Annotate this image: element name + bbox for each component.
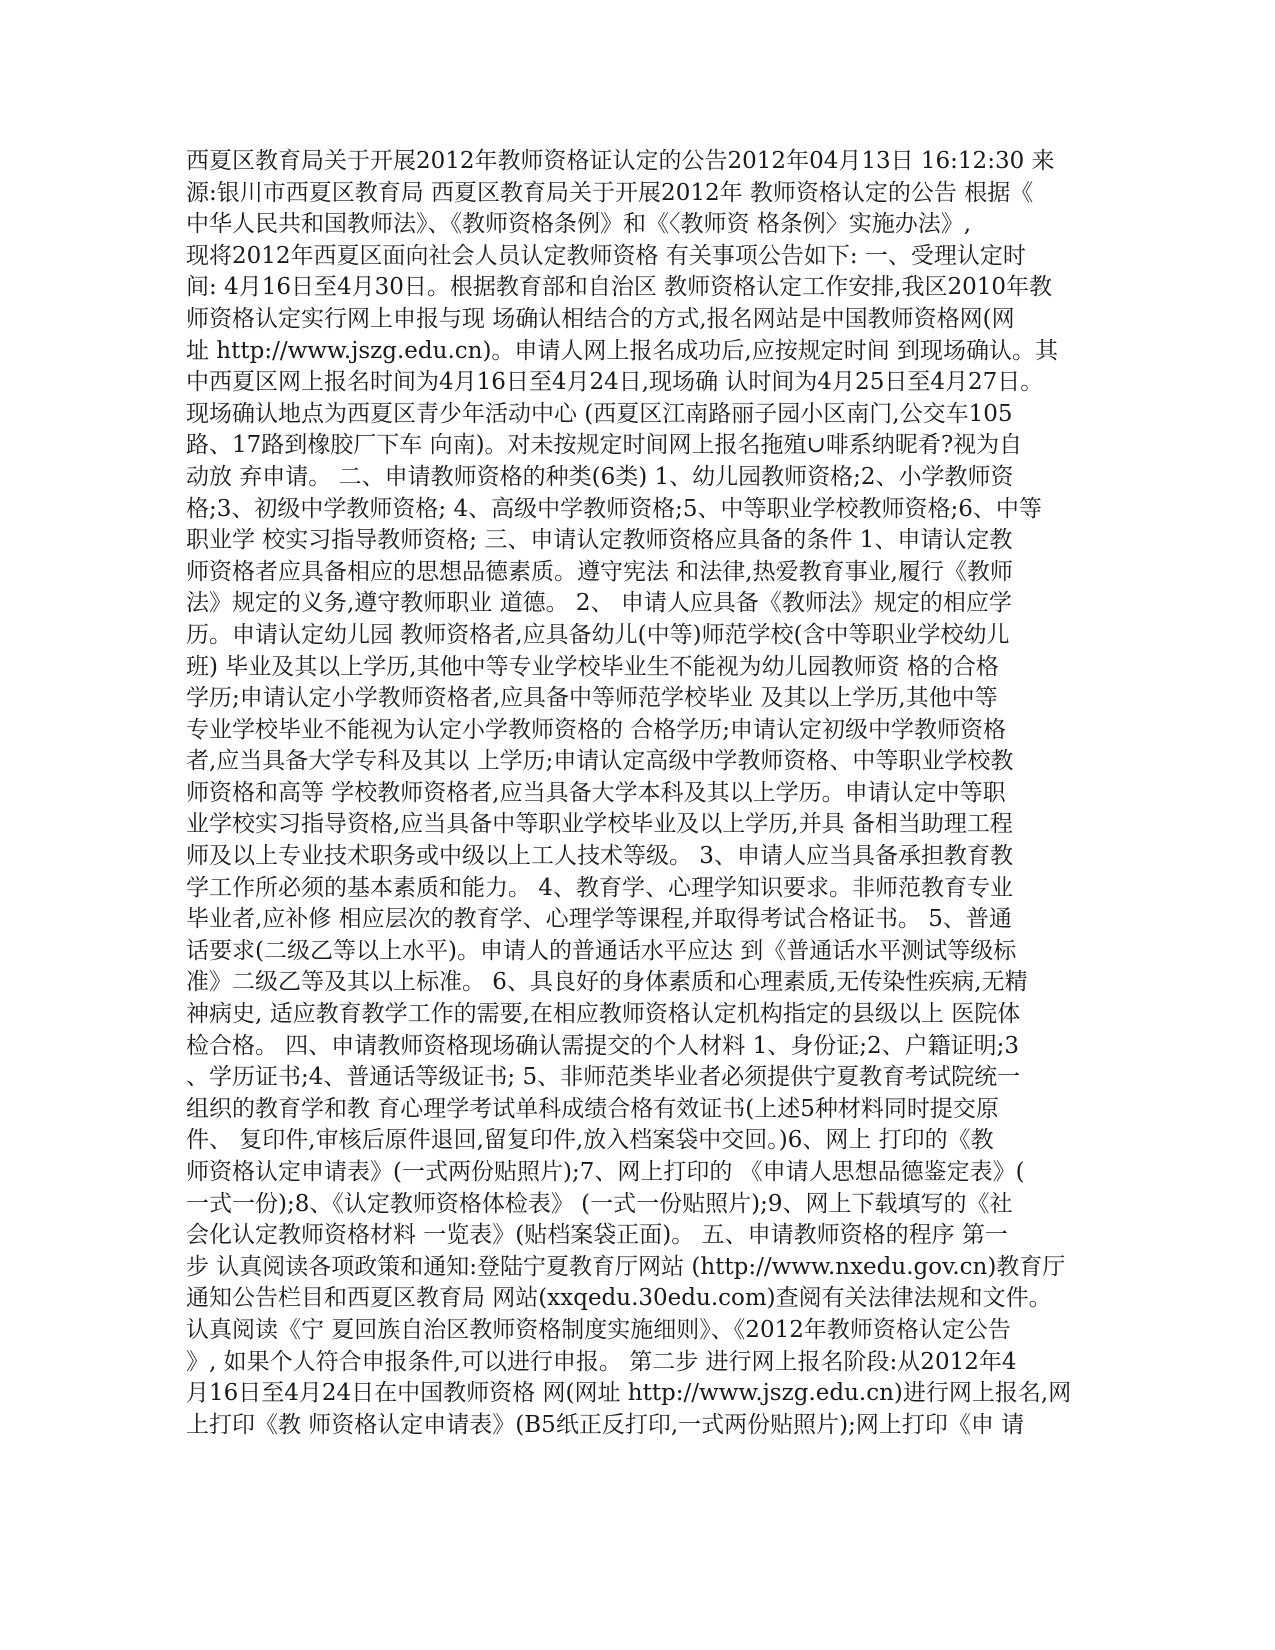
text-line: 组织的教育学和教 育心理学考试单科成绩合格有效证书(上述5种材料同时提交原: [186, 1095, 999, 1122]
text-line: 师资格者应具备相应的思想品德素质。遵守宪法 和法律,热爱教育事业,履行《教师: [186, 558, 1013, 585]
text-line: 历。申请认定幼儿园 教师资格者,应具备幼儿(中等)师范学校(含中等职业学校幼儿: [186, 621, 1010, 648]
text-line: 间: 4月16日至4月30日。根据教育部和自治区 教师资格认定工作安排,我区2010年教: [186, 274, 1053, 301]
text-line: 专业学校毕业不能视为认定小学教师资格的 合格学历;申请认定初级中学教师资格: [186, 716, 1007, 743]
text-line: 现将2012年西夏区面向社会人员认定教师资格 有关事项公告如下: 一、受理认定时: [186, 242, 1026, 269]
text-line: 师资格认定实行网上申报与现 场确认相结合的方式,报名网站是中国教师资格网(网: [186, 305, 1015, 332]
text-line: 话要求(二级乙等以上水平)。申请人的普通话水平应达 到《普通话水平测试等级标: [186, 937, 1017, 964]
text-line: 学工作所必须的基本素质和能力。 4、教育学、心理学知识要求。非师范教育专业: [186, 874, 1013, 901]
text-line: 、学历证书;4、普通话等级证书; 5、非师范类毕业者必须提供宁夏教育考试院统一: [186, 1064, 1021, 1091]
text-line: 中华人民共和国教师法》、《教师资格条例》和《〈教师资 格条例〉实施办法》,: [186, 211, 972, 238]
announcement-body: [186, 146, 1086, 1441]
text-line: 班) 毕业及其以上学历,其他中等专业学校毕业生不能视为幼儿园教师资 格的合格: [186, 653, 999, 680]
text-line: 上打印《教 师资格认定申请表》(B5纸正反打印,一式两份贴照片);网上打印《申 请: [186, 1411, 1025, 1438]
text-line: 月16日至4月24日在中国教师资格 网(网址 http://www.jszg.edu.cn)进行网上报名,网: [186, 1380, 1072, 1407]
text-line: 会化认定教师资格材料 一览表》(贴档案袋正面)。 五、申请教师资格的程序 第一: [186, 1222, 1008, 1249]
text-line: 件、 复印件,审核后原件退回,留复印件,放入档案袋中交回。)6、网上 打印的《教: [186, 1127, 994, 1154]
text-line: 师资格认定申请表》(一式两份贴照片);7、网上打印的 《申请人思想品德鉴定表》(: [186, 1159, 1025, 1185]
text-line: 师及以上专业技术职务或中级以上工人技术等级。 3、申请人应当具备承担教育教: [186, 843, 1013, 870]
text-line: 格;3、初级中学教师资格; 4、高级中学教师资格;5、中等职业学校教师资格;6、中等: [186, 495, 1042, 522]
text-line: 准》二级乙等及其以上标准。 6、具良好的身体素质和心理素质,无传染性疾病,无精: [186, 969, 1028, 996]
text-line: 址 http://www.jszg.edu.cn)。申请人网上报名成功后,应按规定时间 到现场确认。其: [186, 337, 1059, 364]
text-line: 神病史, 适应教育教学工作的需要,在相应教师资格认定机构指定的县级以上 医院体: [186, 1001, 1021, 1028]
text-line: 现场确认地点为西夏区青少年活动中心 (西夏区江南路丽子园小区南门,公交车105: [186, 400, 1013, 427]
text-line: 法》规定的义务,遵守教师职业 道德。 2、 申请人应具备《教师法》规定的相应学: [186, 590, 1012, 617]
text-line: 认真阅读《宁 夏回族自治区教师资格制度实施细则》、《2012年教师资格认定公告: [186, 1316, 1011, 1343]
text-line: 中西夏区网上报名时间为4月16日至4月24日,现场确 认时间为4月25日至4月27日。: [186, 369, 1044, 396]
text-line: 者,应当具备大学专科及其以 上学历;申请认定高级中学教师资格、中等职业学校教: [186, 748, 1014, 775]
text-line: 》, 如果个人符合申报条件,可以进行申报。 第二步 进行网上报名阶段:从2012年4: [186, 1348, 1017, 1375]
text-line: 职业学 校实习指导教师资格; 三、申请认定教师资格应具备的条件 1、申请认定教: [186, 527, 1013, 554]
text-line: 业学校实习指导资格,应当具备中等职业学校毕业及以上学历,并具 备相当助理工程: [186, 811, 1013, 838]
text-line: 通知公告栏目和西夏区教育局 网站(xxqedu.30edu.com)查阅有关法律法规和文件。: [186, 1285, 1052, 1312]
text-line: 动放 弃申请。 二、申请教师资格的种类(6类) 1、幼儿园教师资格;2、小学教师资: [186, 463, 1014, 490]
text-line: 西夏区教育局关于开展2012年教师资格证认定的公告2012年04月13日 16:12:30 来: [186, 148, 1055, 174]
text-line: 路、17路到橡胶厂下车 向南)。对未按规定时间网上报名拖殖∪啡系纳昵肴?视为自: [186, 432, 1023, 459]
text-line: 学历;申请认定小学教师资格者,应具备中等师范学校毕业 及其以上学历,其他中等: [186, 685, 998, 712]
text-line: 步 认真阅读各项政策和通知:登陆宁夏教育厅网站 (http://www.nxedu.gov.cn)教育厅: [186, 1253, 1066, 1280]
text-line: 源:银川市西夏区教育局 西夏区教育局关于开展2012年 教师资格认定的公告 根据《: [186, 179, 1034, 206]
text-line: 一式一份);8、《认定教师资格体检表》 (一式一份贴照片);9、网上下载填写的《社: [186, 1190, 1013, 1217]
text-line: 师资格和高等 学校教师资格者,应当具备大学本科及其以上学历。申请认定中等职: [186, 779, 1006, 806]
text-line: 检合格。 四、申请教师资格现场确认需提交的个人材料 1、身份证;2、户籍证明;3: [186, 1032, 1020, 1059]
text-line: 毕业者,应补修 相应层次的教育学、心理学等课程,并取得考试合格证书。 5、普通: [186, 906, 1012, 933]
